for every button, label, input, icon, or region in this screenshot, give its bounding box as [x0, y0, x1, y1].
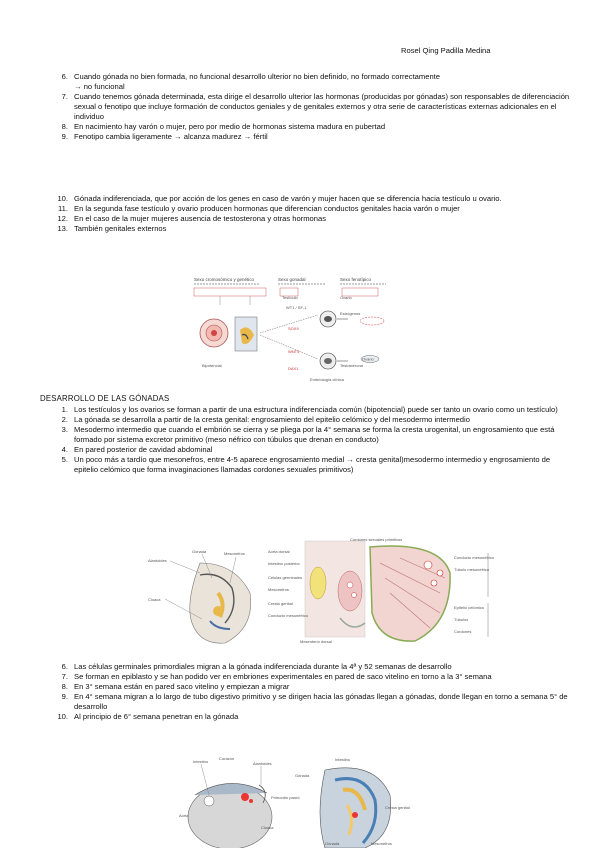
fig2-label-mesonephros: Mesonefros [224, 551, 245, 556]
fig1-gene-wnt4: WNT4 [288, 349, 300, 354]
fig2-label-genital-ridge: Cresta genital [268, 601, 293, 606]
fig1-caption: Embriología clínica [310, 377, 344, 382]
fig2-label-cords: Cordones [454, 629, 472, 634]
fig1-label-ovary: Ovario [340, 295, 352, 300]
list-germ-cells [57, 662, 574, 722]
list-item: 9. Fenotipo cambia ligeramente → alcanza madurez → fértil [61, 132, 268, 141]
list-item: 4. En pared posterior de cavidad abdominal [61, 445, 213, 454]
figure-genital-ridge [140, 533, 500, 651]
fig2-label-germ-cells: Células germinales [268, 575, 303, 580]
list-notes-6-9 [61, 72, 574, 142]
fig3-label-gut-2: Intestino [335, 757, 351, 762]
fig1-output-estrogens: Estrógenos [340, 311, 361, 316]
fig2-label-mesonephric-duct: Conducto mesonéfrico [268, 613, 309, 618]
list-item: 1. Los testículos y los ovarios se forman a partir de una estructura indiferenciada común (bipotencial) puede ser tanto un ovario como un testículo) [61, 405, 558, 414]
fig1-header-gonadal: Sexo gonadal [278, 277, 306, 282]
figure-germ-cell-migration [175, 755, 415, 848]
list-item: 6. Las células germinales primordiales migran a la gónada indiferenciada durante la 4ª y 52 semanas de desarrollo [61, 662, 452, 671]
list-gonad-development [61, 405, 569, 475]
figure-sex-determination [190, 275, 390, 385]
fig2-label-hindgut: Intestino posterior [268, 561, 300, 566]
fig2-label-allantois: Alantoides [148, 558, 167, 563]
list-item: 7. Se forman en epiblasto y se han podido ver en embriones experimentales en pared de saco vitelino en torno a la 3° semana [61, 672, 492, 681]
fig3-label-allantois: Alantoides [253, 761, 272, 766]
fig2-label-aorta: Aorta dorsal [268, 549, 290, 554]
fig1-header-chromosomal: Sexo cromosómico y genético [194, 277, 255, 282]
fig3-label-mesonephros: Mesonefros [371, 841, 392, 846]
fig3-label-gonad-2: Gónada [325, 841, 340, 846]
fig2-label-mesonephric-duct-2: Conducto mesonéfrico [454, 555, 495, 560]
fig3-label-genital-ridge: Cresta genital [385, 805, 410, 810]
fig2-label-dorsal-mesentery: Mesenterio dorsal [300, 639, 332, 644]
fig3-label-cloaca: Cloaca [261, 825, 274, 830]
list-item: 2. La gónada se desarrolla a partir de la cresta genital: engrosamiento del epitelio celómico y del mesodermo intermedio [61, 415, 470, 424]
fig1-gene-sox9: SOX9 [288, 326, 299, 331]
fig3-label-gonad: Gónada [295, 773, 310, 778]
fig1-header-phenotypic: Sexo fenotípico [340, 277, 372, 282]
list-item: → no funcional [74, 82, 125, 91]
fig2-label-gonad: Gónada [192, 549, 207, 554]
fig1-caption-bipotential: Bipotencial [202, 363, 222, 368]
fig2-label-primitive-cords: Cordones sexuales primitivos [350, 537, 403, 542]
fig1-gene-dax1: DAX1 [288, 366, 299, 371]
list-item: 9. En 4° semana migran a lo largo de tubo digestivo primitivo y se dirigen hacia las gónadas llegan a gónadas, donde llegan en torno a semana 5° de desarrollo [61, 692, 568, 711]
author-name: Rosel Qing Padilla Medina [401, 46, 491, 55]
fig1-output-ovary: Ovario [362, 356, 374, 362]
list-item: 13. También genitales externos [57, 224, 167, 233]
fig3-label-heart: Corazón [219, 756, 235, 761]
list-item: 10. Al principio de 6° semana penetran en la gónada [57, 712, 239, 721]
list-item: 12. En el caso de la mujer mujeres ausencia de testosterona y otras hormonas [57, 214, 326, 223]
list-item: 11. En la segunda fase testículo y ovario producen hormonas que diferencian conductos genitales hacia varón o mujer [58, 204, 460, 213]
fig3-label-primordium: Primordio pared [271, 795, 300, 800]
list-item: 8. En nacimiento hay varón o mujer, pero por medio de hormonas sistema madura en pubertad [61, 122, 386, 131]
embryo-lateral-illustration [190, 563, 251, 643]
list-item: 7. Cuando tenemos gónada determinada, esta dirige el desarrollo ulterior las hormonas (producidas por gónadas) son responsables de diferenciación sexual o fenotipo que incluye formación de conductos geniales y de genitales externos y otra serie de características externas adicionales en el individuo [61, 92, 570, 121]
fig2-label-coelomic-epithelium: Epitelio celómico [454, 605, 485, 610]
fig2-label-tubules: Túbulos [454, 617, 469, 622]
list-item: 6. Cuando gónada no bien formada, no funcional desarrollo ulterior no bien definido, no formado correctamente [61, 72, 441, 81]
section-heading: DESARROLLO DE LAS GÓNADAS [40, 394, 170, 403]
fig3-label-aorta: Aorta [179, 813, 189, 818]
list-notes-10-13 [57, 194, 574, 234]
fig2-label-mesonephric-tubule: Túbulo mesonéfrico [454, 567, 490, 572]
list-item: 3. Mesodermo intermedio que cuando el embrión se cierra y se pliega por la 4° semana se forma la cresta urogenital, un engrosamiento que está formado por sistema excretor primitivo (meso néfrico con túbulos que drenan en conducto) [61, 425, 555, 444]
fig2-label-mesonephros-2: Mesonefros [268, 587, 289, 592]
fig1-output-testosterone: Testosterona [340, 363, 363, 368]
fig2-label-cloaca: Cloaca [148, 597, 161, 602]
fig1-gene-wt1: WT1 / SF-1 [286, 305, 307, 310]
fig1-label-testis: Testículo [282, 295, 298, 300]
list-item: 8. En 3° semana están en pared saco vitelino y empiezan a migrar [61, 682, 290, 691]
fig3-label-gut: Intestino [193, 759, 209, 764]
list-item: 5. Un poco más a tardío que mesonefros, entre 4-5 aparece engrosamiento medial → cresta genital)mesodermo intermedio y engrosamiento de epitelio celómico que forma invaginaciones llamadas cordones sexuales primitivos) [61, 455, 551, 474]
list-item: 10. Gónada indiferenciada, que por acción de los genes en caso de varón y mujer hacen que se diferencia hacia testículo u ovario. [57, 194, 502, 203]
